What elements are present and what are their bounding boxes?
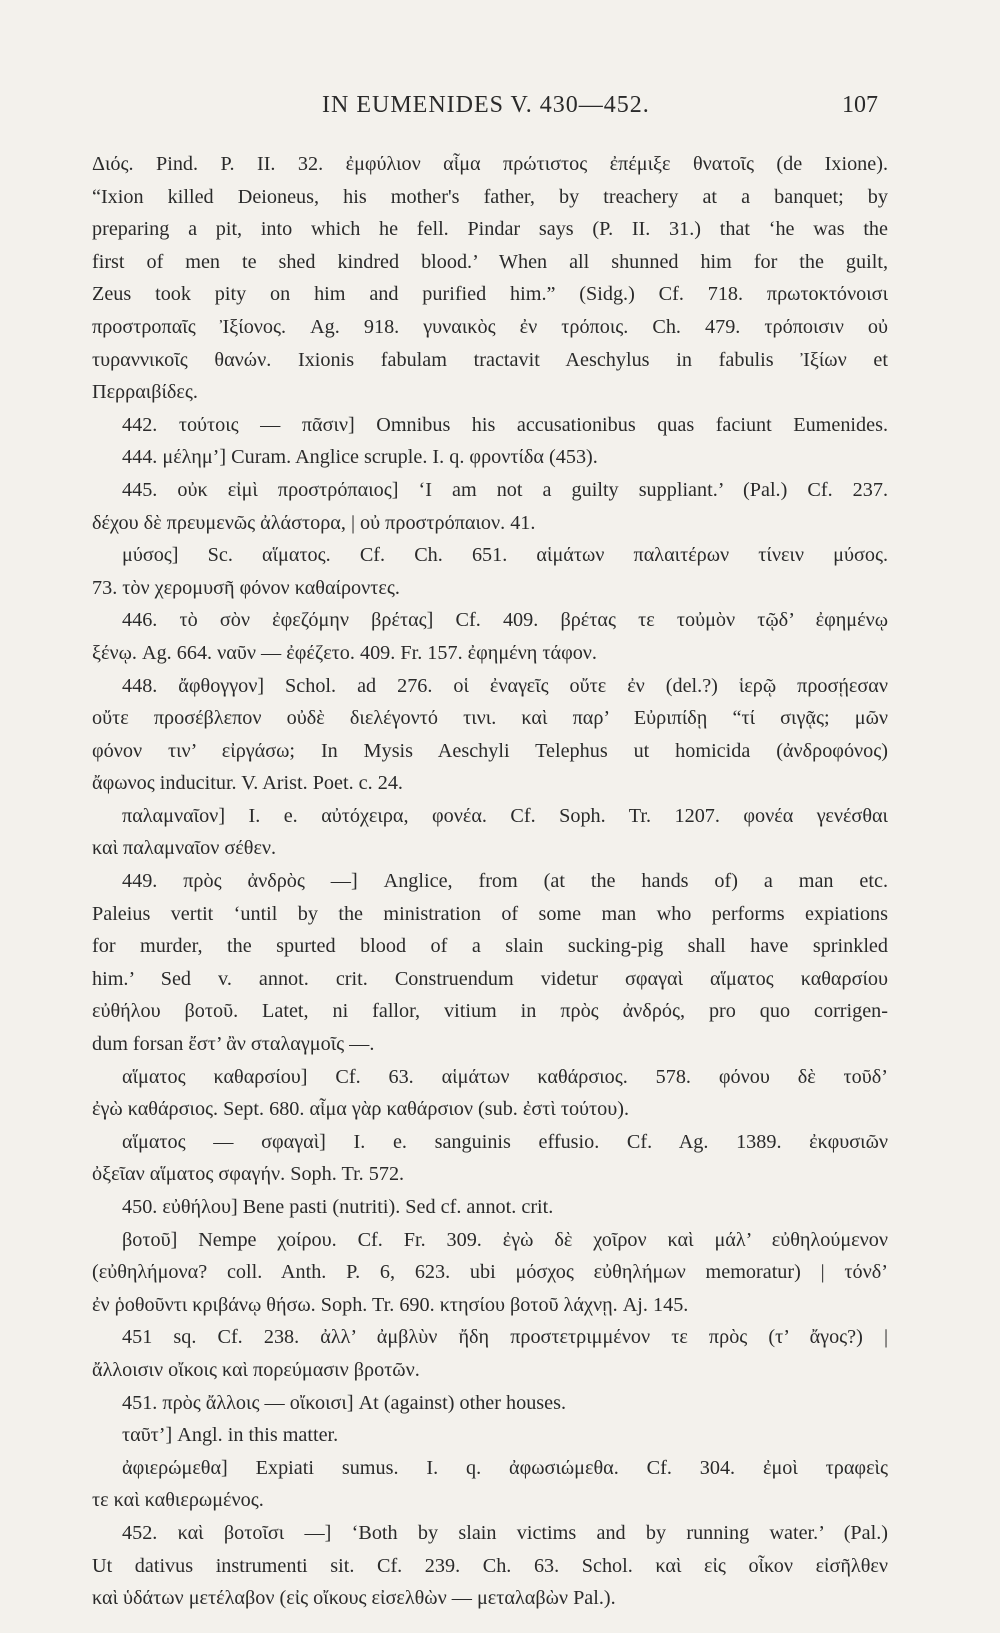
text-line: Paleius vertit ‘until by the ministration of some man who performs expiations [92,902,888,925]
text-line: dum forsan ἔστ’ ἂν σταλαγμοῖς —. [92,1033,375,1056]
text-line: 445. οὐκ εἰμὶ προστρόπαιος] ‘I am not a guilty suppliant.’ (Pal.) Cf. 237. [122,478,888,501]
text-line: παλαμναῖον] I. e. αὐτόχειρα, φονέα. Cf. Soph. Tr. 1207. φονέα γενέσθαι [122,804,888,827]
text-line: for murder, the spurted blood of a slain sucking-pig shall have sprinkled [92,935,888,958]
text-line: first of men te shed kindred blood.’ When all shunned him for the guilt, [92,250,888,273]
text-line: “Ixion killed Deioneus, his mother's father, by treachery at a banquet; by [92,185,888,208]
text-line: Zeus took pity on him and purified him.” (Sidg.) Cf. 718. πρωτοκτόνοισι [92,283,888,306]
text-line: 451. πρὸς ἄλλοις — οἴκοισι] At (against) other houses. [122,1391,567,1414]
text-line: ταῦτ’] Angl. in this matter. [122,1424,339,1447]
text-line: τυραννικοῖς θανών. Ixionis fabulam tractavit Aeschylus in fabulis Ἰξίων et [92,348,888,371]
text-line: ἄλλοισιν οἴκοις καὶ πορεύμασιν βροτῶν. [92,1358,420,1381]
text-line: 444. μέλημ’] Curam. Anglice scruple. I. q. φροντίδα (453). [122,446,598,469]
text-line: φόνον τιν’ εἰργάσω; In Mysis Aeschyli Telephus ut homicida (ἀνδροφόνος) [92,739,888,762]
text-line: 452. καὶ βοτοῖσι —] ‘Both by slain victims and by running water.’ (Pal.) [122,1521,888,1544]
text-line: ἐγὼ καθάρσιος. Sept. 680. αἷμα γὰρ καθάρσιον (sub. ἐστὶ τούτου). [92,1098,630,1121]
text-line: 451 sq. Cf. 238. ἀλλ’ ἀμβλὺν ἤδη προστετριμμένον τε πρὸς (τ’ ἄγος?) | [122,1326,888,1349]
text-line: Διός. Pind. P. II. 32. ἐμφύλιον αἷμα πρώτιστος ἐπέμιξε θνατοῖς (de Ixione). [92,153,888,175]
text-line: αἵματος καθαρσίου] Cf. 63. αἱμάτων καθάρσιος. 578. φόνου δὲ τοῦδ’ [122,1065,888,1088]
running-head: IN EUMENIDES V. 430—452. [322,92,650,118]
commentary-text [92,148,888,1615]
text-line: οὔτε προσέβλεπον οὐδὲ διελέγοντό τινι. καὶ παρ’ Εὐριπίδῃ “τί σιγᾷς; μῶν [92,707,888,730]
text-line: εὐθήλου βοτοῦ. Latet, ni fallor, vitium in πρὸς ἀνδρός, pro quo corrigen- [92,1000,888,1023]
text-line: ἐν ῥοθοῦντι κριβάνῳ θήσω. Soph. Tr. 690. κτησίου βοτοῦ λάχνῃ. Aj. 145. [92,1293,689,1316]
text-line: καὶ παλαμναῖον σέθεν. [92,837,277,860]
text-line: (εὐθηλήμονα? coll. Anth. P. 6, 623. ubi μόσχος εὐθηλήμων memoratur) | τόνδ’ [92,1261,888,1284]
text-line: ὀξεῖαν αἵματος σφαγήν. Soph. Tr. 572. [92,1163,405,1186]
text-line: 449. πρὸς ἀνδρὸς —] Anglice, from (at the hands of) a man etc. [122,870,888,893]
text-line: 442. τούτοις — πᾶσιν] Omnibus his accusationibus quas faciunt Eumenides. [122,413,888,436]
text-line: αἵματος — σφαγαὶ] I. e. sanguinis effusio. Cf. Ag. 1389. ἐκφυσιῶν [122,1130,888,1153]
text-line: προστροπαῖς Ἰξίονος. Ag. 918. γυναικὸς ἐν τρόποις. Ch. 479. τρόποισιν οὐ [92,315,888,338]
text-line: Ut dativus instrumenti sit. Cf. 239. Ch. 63. Schol. καὶ εἰς οἶκον εἰσῆλθεν [92,1554,888,1577]
text-line: μύσος] Sc. αἵματος. Cf. Ch. 651. αἱμάτων παλαιτέρων τίνειν μύσος. [122,544,888,567]
text-line: καὶ ὑδάτων μετέλαβον (εἰς οἴκους εἰσελθὼν — μεταλαβὼν Pal.). [92,1587,616,1610]
text-line: 446. τὸ σὸν ἐφεζόμην βρέτας] Cf. 409. βρέτας τε τοὐμὸν τῷδ’ ἐφημένῳ [122,609,888,632]
text-line: ἄφωνος inducitur. V. Arist. Poet. c. 24. [92,772,403,795]
text-line: 448. ἄφθογγον] Schol. ad 276. οἱ ἐναγεῖς οὔτε ἐν (del.?) ἱερῷ προσῄεσαν [122,674,888,697]
text-line: τε καὶ καθιερωμένος. [92,1489,264,1512]
text-line: ἀφιερώμεθα] Expiati sumus. I. q. ἀφωσιώμεθα. Cf. 304. ἐμοὶ τραφεὶς [122,1456,888,1479]
text-line: Περραιβίδες. [92,381,198,404]
page-number: 107 [842,92,878,118]
text-line: 73. τὸν χερομυσῆ φόνον καθαίροντες. [92,576,400,599]
text-line: ξένῳ. Ag. 664. ναῦν — ἐφέζετο. 409. Fr. 157. ἐφημένη τάφον. [92,641,597,664]
text-line: preparing a pit, into which he fell. Pindar says (P. II. 31.) that ‘he was the [92,218,888,241]
text-line: him.’ Sed v. annot. crit. Construendum videtur σφαγαὶ αἵματος καθαρσίου [92,967,888,990]
text-line: δέχου δὲ πρευμενῶς ἀλάστορα, | οὐ προστρόπαιον. 41. [92,511,536,534]
text-line: 450. εὐθήλου] Bene pasti (nutriti). Sed cf. annot. crit. [122,1196,554,1218]
text-line: βοτοῦ] Nempe χοίρου. Cf. Fr. 309. ἐγὼ δὲ χοῖρον καὶ μάλ’ εὐθηλούμενον [122,1228,888,1251]
